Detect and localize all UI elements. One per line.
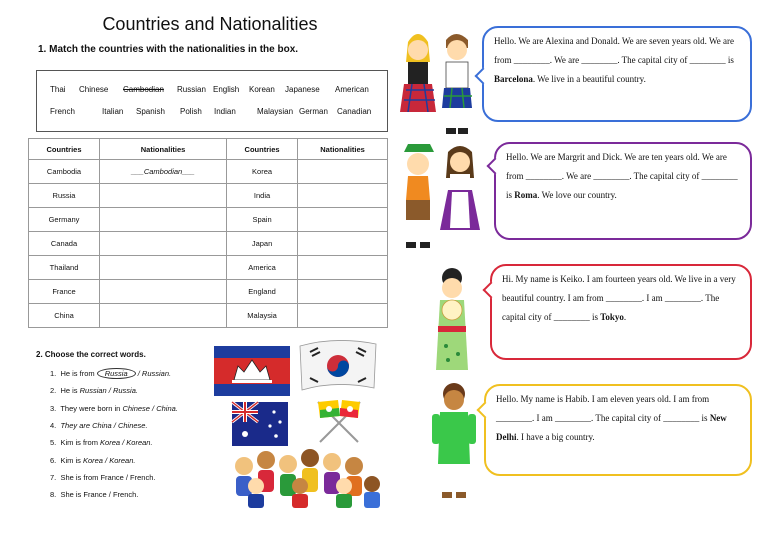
children-group-illustration: [226, 446, 386, 508]
nationality-word: Russian: [177, 85, 206, 94]
south-korea-flag-icon: [296, 336, 380, 394]
item-text[interactable]: She is France / French.: [60, 490, 139, 499]
country-cell: England: [227, 280, 298, 304]
nationality-word: Polish: [180, 107, 202, 116]
nationality-word: Korean: [249, 85, 275, 94]
bubble-text: . We love our country.: [537, 190, 617, 200]
item-text: He is: [60, 386, 80, 395]
column-header: Countries: [29, 139, 100, 160]
nationality-word: French: [50, 107, 75, 116]
nationality-word: Japanese: [285, 85, 320, 94]
nationality-cell[interactable]: [298, 232, 388, 256]
column-header: Countries: [227, 139, 298, 160]
item-number: 5.: [50, 438, 57, 447]
exercise2-item: [50, 456, 135, 465]
country-cell: Cambodia: [29, 160, 100, 184]
bubble-text: . We live in a beautiful country.: [532, 74, 646, 84]
table-row: [29, 256, 388, 280]
country-cell: Thailand: [29, 256, 100, 280]
table-row: [29, 280, 388, 304]
nationality-word: Thai: [50, 85, 66, 94]
bubble-text: .: [623, 312, 627, 322]
item-options[interactable]: Chinese / China.: [122, 404, 178, 413]
nationality-word: American: [335, 85, 369, 94]
page-title: Countries and Nationalities: [102, 14, 318, 34]
exercise2-item: [50, 421, 148, 430]
item-number: 7.: [50, 473, 57, 482]
scottish-children-illustration: [398, 24, 482, 138]
country-cell: India: [227, 184, 298, 208]
speech-bubble-margrit-dick: [494, 142, 752, 240]
table-row: [29, 304, 388, 328]
item-options[interactable]: / Russian.: [137, 369, 172, 378]
item-number: 4.: [50, 421, 57, 430]
item-number: 6.: [50, 456, 57, 465]
bubble-text: Hello. We are Alexina and Donald. We are seven years old. We are from ________. We are ________. The capital city of ________ is: [494, 36, 734, 65]
exercise2-item: [50, 473, 155, 482]
exercise2-item: [50, 368, 171, 379]
country-cell: Germany: [29, 208, 100, 232]
japanese-girl-illustration: [430, 266, 476, 376]
nationality-word: German: [299, 107, 328, 116]
capital-city: New Delhi: [496, 413, 727, 442]
nationality-word: Italian: [102, 107, 124, 116]
table-row: [29, 184, 388, 208]
myanmar-flags-icon: [304, 396, 374, 446]
nationality-word: Indian: [214, 107, 236, 116]
table-row: [29, 160, 388, 184]
item-text: Kim is from: [60, 438, 101, 447]
circled-word: Russia: [104, 369, 128, 378]
column-header: Nationalities: [298, 139, 388, 160]
country-cell: Korea: [227, 160, 298, 184]
country-cell: China: [29, 304, 100, 328]
nationality-cell[interactable]: [100, 184, 227, 208]
bubble-text: Hello. We are Margrit and Dick. We are ten years old. We are from ________. We are ________. The capital city of ________ is: [506, 152, 738, 200]
nationality-word: Chinese: [79, 85, 109, 94]
item-text: They were born in: [60, 404, 123, 413]
nationality-word: Canadian: [337, 107, 372, 116]
exercise2-heading: 2. Choose the correct words.: [36, 350, 146, 359]
country-cell: Canada: [29, 232, 100, 256]
cambodia-flag-icon: [212, 342, 292, 400]
german-children-illustration: [396, 138, 488, 254]
nationality-cell[interactable]: [298, 256, 388, 280]
nationality-cell[interactable]: [100, 256, 227, 280]
item-number: 8.: [50, 490, 57, 499]
nationality-cell[interactable]: [100, 208, 227, 232]
country-cell: Japan: [227, 232, 298, 256]
nationality-cell[interactable]: [298, 304, 388, 328]
exercise2-item: [50, 438, 153, 447]
nationality-word-crossed: Cambodian: [123, 85, 164, 94]
table-row: [29, 232, 388, 256]
nationality-cell[interactable]: [298, 208, 388, 232]
country-cell: France: [29, 280, 100, 304]
nationality-cell[interactable]: [298, 160, 388, 184]
matching-table: [28, 138, 388, 328]
item-text[interactable]: She is from France / French.: [60, 473, 156, 482]
item-options[interactable]: Russian / Russia.: [79, 386, 138, 395]
bubble-text: Hi. My name is Keiko. I am fourteen years old. We live in a very beautiful country. I am from ________. I am ________. The capital city of ________ is: [502, 274, 736, 322]
nationality-cell[interactable]: [100, 232, 227, 256]
nationality-cell[interactable]: [100, 280, 227, 304]
circled-answer[interactable]: [97, 368, 136, 379]
item-text: Kim is: [60, 456, 83, 465]
nationalities-box: [36, 70, 388, 132]
exercise2-item: [50, 404, 178, 413]
country-cell: America: [227, 256, 298, 280]
country-cell: Malaysia: [227, 304, 298, 328]
item-options[interactable]: They are China / Chinese.: [60, 421, 148, 430]
capital-city: Barcelona: [494, 74, 533, 84]
table-row: [29, 208, 388, 232]
nationality-word: Spanish: [136, 107, 165, 116]
column-header: Nationalities: [100, 139, 227, 160]
item-options[interactable]: Korea / Korean.: [82, 456, 136, 465]
indian-boy-illustration: [432, 380, 476, 502]
australia-flag-icon: [230, 398, 290, 450]
speech-bubble-keiko: [490, 264, 752, 360]
speech-bubble-habib: [484, 384, 752, 476]
country-cell: Spain: [227, 208, 298, 232]
nationality-cell[interactable]: ___Cambodian___: [100, 160, 227, 184]
bubble-text: . I have a big country.: [516, 432, 595, 442]
nationality-cell[interactable]: [100, 304, 227, 328]
item-number: 2.: [50, 386, 57, 395]
nationality-word: Malaysian: [257, 107, 294, 116]
exercise2-item: [50, 490, 138, 499]
item-number: 3.: [50, 404, 57, 413]
speech-bubble-alexina-donald: [482, 26, 752, 122]
capital-city: Roma: [514, 190, 538, 200]
nationality-cell[interactable]: [298, 184, 388, 208]
capital-city: Tokyo: [600, 312, 624, 322]
item-number: 1.: [50, 369, 57, 378]
item-options[interactable]: Korea / Korean.: [100, 438, 153, 447]
country-cell: Russia: [29, 184, 100, 208]
item-text: He is from: [60, 369, 95, 378]
nationality-word: English: [213, 85, 240, 94]
bubble-text: Hello. My name is Habib. I am eleven years old. I am from ________. I am ________. The capital city of ________ is: [496, 394, 710, 423]
exercise1-heading: 1. Match the countries with the nationalities in the box.: [38, 44, 299, 55]
nationality-cell[interactable]: [298, 280, 388, 304]
exercise2-item: [50, 386, 138, 395]
